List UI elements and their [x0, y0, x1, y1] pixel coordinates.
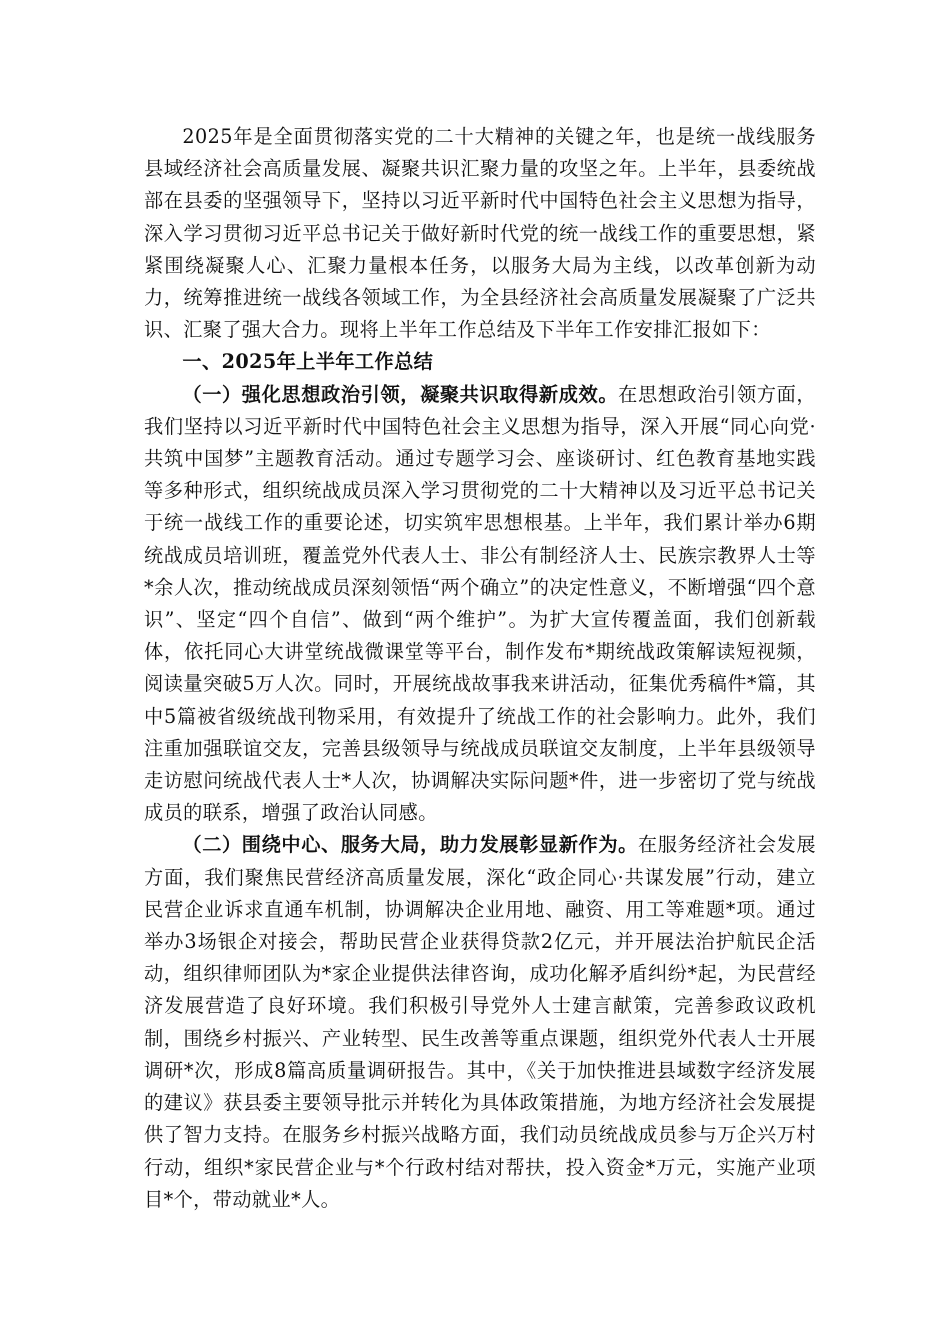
document-page [144, 121, 816, 1216]
item-body-2: 在服务经济社会发展方面，我们聚焦民营经济高质量发展，深化“政企同心·共谋发展”行动，建立民营企业诉求直通车机制，协调解决企业用地、融资、用工等难题*项。通过举办3场银企对接会，帮助民营企业获得贷款2亿元，并开展法治护航民企活动，组织律师团队为*家企业提供法律咨询，成功化解矛盾纠纷*起，为民营经济发展营造了良好环境。我们积极引导党外人士建言献策，完善参政议政机制，围绕乡村振兴、产业转型、民生改善等重点课题，组织党外代表人士开展调研*次，形成8篇高质量调研报告。其中，《关于加快推进县域数字经济发展的建议》获县委主要领导批示并转化为具体政策措施，为地方经济社会发展提供了智力支持。在服务乡村振兴战略方面，我们动员统战成员参与万企兴万村行动，组织*家民营企业与*个行政村结对帮扶，投入资金*万元，实施产业项目*个，带动就业*人。 [144, 833, 816, 1211]
item-body-1: 在思想政治引领方面，我们坚持以习近平新时代中国特色社会主义思想为指导，深入开展“同心向党·共筑中国梦”主题教育活动。通过专题学习会、座谈研讨、红色教育基地实践等多种形式，组织统战成员深入学习贯彻党的二十大精神以及习近平总书记关于统一战线工作的重要论述，切实筑牢思想根基。上半年，我们累计举办6期统战成员培训班，覆盖党外代表人士、非公有制经济人士、民族宗教界人士等*余人次，推动统战成员深刻领悟“两个确立”的决定性意义，不断增强“四个意识”、坚定“四个自信”、做到“两个维护”。为扩大宣传覆盖面，我们创新载体，依托同心大讲堂统战微课堂等平台，制作发布*期统战政策解读短视频，阅读量突破5万人次。同时，开展统战故事我来讲活动，征集优秀稿件*篇，其中5篇被省级统战刊物采用，有效提升了统战工作的社会影响力。此外，我们注重加强联谊交友，完善县级领导与统战成员联谊交友制度，上半年县级领导走访慰问统战代表人士*人次，协调解决实际问题*件，进一步密切了党与统战成员的联系，增强了政治认同感。 [144, 382, 816, 825]
item-lead-1: （一）强化思想政治引领，凝聚共识取得新成效。 [182, 382, 619, 406]
item-lead-2: （二）围绕中心、服务大局，助力发展彰显新作为。 [182, 833, 638, 857]
intro-paragraph: 2025年是全面贯彻落实党的二十大精神的关键之年，也是统一战线服务县域经济社会高质量发展、凝聚共识汇聚力量的攻坚之年。上半年，县委统战部在县委的坚强领导下，坚持以习近平新时代中国特色社会主义思想为指导，深入学习贯彻习近平总书记关于做好新时代党的统一战线工作的重要思想，紧紧围绕凝聚人心、汇聚力量根本任务，以服务大局为主线，以改革创新为动力，统筹推进统一战线各领域工作，为全县经济社会高质量发展凝聚了广泛共识、汇聚了强大合力。现将上半年工作总结及下半年工作安排汇报如下： [144, 125, 816, 342]
item-paragraph-1 [144, 379, 816, 830]
section-heading: 一、2025年上半年工作总结 [182, 350, 434, 374]
item-paragraph-2 [144, 829, 816, 1215]
